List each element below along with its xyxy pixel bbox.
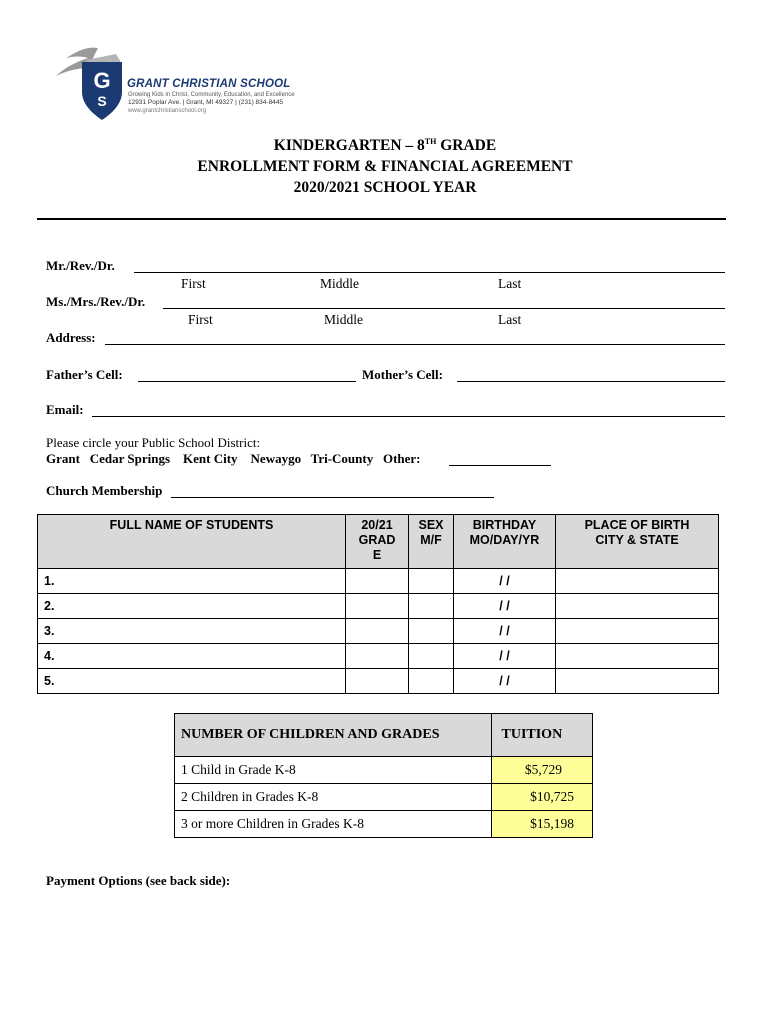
birthday-cell[interactable]: / / — [454, 669, 556, 694]
table-row — [38, 644, 719, 669]
district-grant[interactable]: Grant — [46, 451, 80, 466]
mother-middle-caption: Middle — [324, 312, 363, 327]
header-grade: 20/21 GRAD E — [346, 515, 409, 569]
table-row — [175, 811, 593, 838]
church-field[interactable] — [171, 497, 494, 498]
school-website: www.grantchristianschool.org — [128, 108, 207, 114]
student-name-cell[interactable]: 4. — [38, 644, 346, 669]
table-row — [38, 594, 719, 619]
grade-cell[interactable] — [346, 669, 409, 694]
header-place-of-birth: PLACE OF BIRTH CITY & STATE — [556, 515, 719, 569]
school-tagline: Growing Kids in Christ, Community, Education, and Excellence — [128, 92, 295, 98]
birthday-cell[interactable]: / / — [454, 569, 556, 594]
birthplace-cell[interactable] — [556, 644, 719, 669]
school-address: 12931 Poplar Ave. | Grant, MI 49327 | (231) 834-8445 — [128, 99, 284, 106]
grade-cell[interactable] — [346, 644, 409, 669]
header-sex: SEX M/F — [409, 515, 454, 569]
birthplace-cell[interactable] — [556, 569, 719, 594]
mother-first-caption: First — [188, 312, 213, 327]
form-title-line1: KINDERGARTEN – 8TH GRADE — [273, 137, 497, 155]
sex-cell[interactable] — [409, 569, 454, 594]
birthplace-cell[interactable] — [556, 669, 719, 694]
tuition-row-price: $15,198 — [492, 811, 593, 838]
email-field[interactable] — [92, 416, 725, 417]
students-table — [37, 514, 719, 694]
father-last-caption: Last — [498, 276, 522, 291]
student-name-cell[interactable]: 2. — [38, 594, 346, 619]
church-label: Church Membership — [46, 483, 163, 498]
district-tri-county[interactable]: Tri-County — [310, 451, 374, 466]
sex-cell[interactable] — [409, 619, 454, 644]
district-kent-city[interactable]: Kent City — [183, 451, 238, 466]
mothers-cell-field[interactable] — [457, 381, 725, 382]
mothers-cell-label: Mother’s Cell: — [362, 367, 443, 382]
tuition-row-label: 1 Child in Grade K-8 — [175, 757, 492, 784]
table-row — [38, 669, 719, 694]
mother-name-field[interactable] — [163, 308, 725, 309]
table-row — [175, 784, 593, 811]
table-row — [38, 569, 719, 594]
address-field[interactable] — [105, 344, 725, 345]
mother-name-label: Ms./Mrs./Rev./Dr. — [46, 294, 146, 309]
birthday-cell[interactable]: / / — [454, 594, 556, 619]
father-name-field[interactable] — [134, 272, 725, 273]
sex-cell[interactable] — [409, 594, 454, 619]
district-other-field[interactable] — [449, 465, 551, 466]
payment-options-label: Payment Options (see back side): — [46, 873, 231, 888]
birthday-cell[interactable]: / / — [454, 644, 556, 669]
student-name-cell[interactable]: 3. — [38, 619, 346, 644]
form-title-line2: ENROLLMENT FORM & FINANCIAL AGREEMENT — [197, 158, 573, 175]
birthplace-cell[interactable] — [556, 619, 719, 644]
tuition-header-children: NUMBER OF CHILDREN AND GRADES — [175, 714, 492, 757]
tuition-row-price: $10,725 — [492, 784, 593, 811]
svg-text:S: S — [97, 93, 107, 109]
birthplace-cell[interactable] — [556, 594, 719, 619]
form-title-line3: 2020/2021 SCHOOL YEAR — [293, 179, 477, 196]
tuition-header-tuition: TUITION — [492, 714, 593, 757]
district-newaygo[interactable]: Newaygo — [250, 451, 302, 466]
grade-cell[interactable] — [346, 619, 409, 644]
district-prompt: Please circle your Public School District: — [46, 435, 261, 450]
table-row — [175, 757, 593, 784]
father-name-label: Mr./Rev./Dr. — [46, 258, 115, 273]
district-cedar-springs[interactable]: Cedar Springs — [89, 451, 171, 466]
table-row — [38, 619, 719, 644]
district-options — [46, 451, 421, 467]
fathers-cell-field[interactable] — [138, 381, 356, 382]
sex-cell[interactable] — [409, 644, 454, 669]
header-divider — [37, 218, 726, 220]
district-other[interactable]: Other: — [382, 451, 421, 466]
birthday-cell[interactable]: / / — [454, 619, 556, 644]
email-label: Email: — [46, 402, 84, 417]
student-name-cell[interactable]: 5. — [38, 669, 346, 694]
address-label: Address: — [46, 330, 96, 345]
tuition-row-price: $5,729 — [492, 757, 593, 784]
tuition-row-label: 3 or more Children in Grades K-8 — [175, 811, 492, 838]
tuition-row-label: 2 Children in Grades K-8 — [175, 784, 492, 811]
father-middle-caption: Middle — [320, 276, 359, 291]
tuition-table — [174, 713, 593, 838]
grade-cell[interactable] — [346, 594, 409, 619]
grade-cell[interactable] — [346, 569, 409, 594]
mother-last-caption: Last — [498, 312, 522, 327]
fathers-cell-label: Father’s Cell: — [46, 367, 123, 382]
header-full-name: FULL NAME OF STUDENTS — [38, 515, 346, 569]
father-first-caption: First — [181, 276, 206, 291]
school-name: GRANT CHRISTIAN SCHOOL — [127, 78, 291, 90]
svg-text:G: G — [93, 68, 111, 93]
sex-cell[interactable] — [409, 669, 454, 694]
header-birthday: BIRTHDAY MO/DAY/YR — [454, 515, 556, 569]
student-name-cell[interactable]: 1. — [38, 569, 346, 594]
